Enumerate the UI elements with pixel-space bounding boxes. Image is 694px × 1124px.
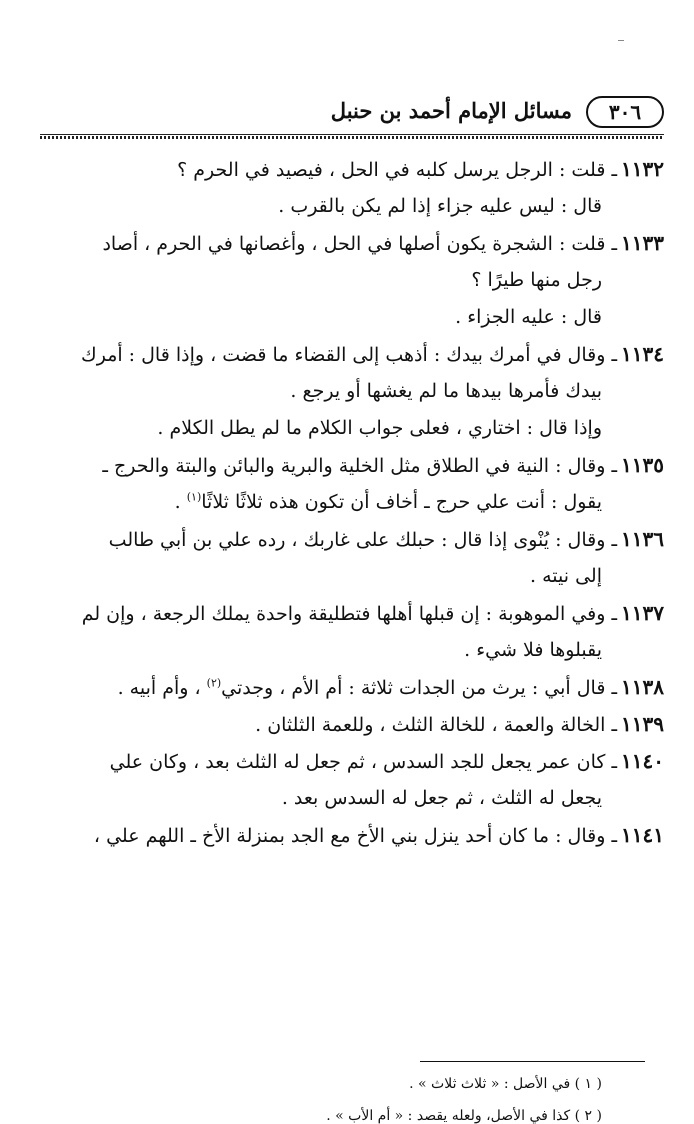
entry-text: يجعل له الثلث ، ثم جعل له السدس بعد .: [281, 787, 602, 809]
question-entry: [40, 743, 664, 817]
header-rule: [40, 134, 664, 139]
footnote-ref: (١): [186, 490, 202, 504]
footnote-separator: [420, 1061, 645, 1062]
entry-text: ـ قال أبي : يرث من الجدات ثلاثة : أم الأم ، وجدتي: [221, 677, 618, 699]
entry-text: قال : عليه الجزاء .: [455, 306, 602, 328]
entry-text: ـ وقال في أمرك بيدك : أذهب إلى القضاء ما قضت ، وإذا قال : أمرك: [81, 344, 618, 366]
entry-number: ١١٤١: [621, 823, 664, 847]
entry-text: قال : ليس عليه جزاء إذا لم يكن بالقرب .: [278, 195, 602, 217]
document-page: [40, 96, 664, 1124]
footnote-1: ( ١ ) في الأصل : « ثلاث ثلاث » .: [409, 1076, 602, 1092]
entry-number: ١١٣٢: [621, 157, 664, 181]
entry-text: بيدك فأمرها بيدها ما لم يغشها أو يرجع .: [290, 380, 602, 402]
entry-line: [40, 225, 664, 262]
question-entry: [40, 706, 664, 743]
entry-number: ١١٤٠: [621, 749, 664, 773]
entry-text: ـ قلت : الرجل يرسل كلبه في الحل ، فيصيد في الحرم ؟: [177, 159, 618, 181]
entry-text: ـ وفي الموهوبة : إن قبلها أهلها فتطليقة واحدة يملك الرجعة ، وإن لم: [81, 603, 618, 625]
margin-mark: [618, 40, 624, 41]
entry-text: ـ الخالة والعمة ، للخالة الثلث ، وللعمة الثلثان .: [255, 714, 618, 736]
entry-text: يقبلوها فلا شيء .: [464, 639, 602, 661]
running-title: مسائل الإمام أحمد بن حنبل: [330, 98, 572, 123]
entry-number: ١١٣٩: [621, 712, 664, 736]
entry-line: [40, 188, 664, 225]
page-header: [40, 96, 664, 132]
entry-text: وإذا قال : اختاري ، فعلى جواب الكلام ما لم يطل الكلام .: [157, 417, 602, 439]
entry-line: [40, 669, 664, 706]
entry-line: [40, 780, 664, 817]
entry-line: [40, 743, 664, 780]
entry-line: [40, 151, 664, 188]
entry-line: [40, 632, 664, 669]
entry-line: [40, 262, 664, 299]
entry-number: ١١٣٦: [621, 527, 664, 551]
question-entry: [40, 225, 664, 336]
entry-line: [40, 336, 664, 373]
question-entry: [40, 447, 664, 521]
footnote-ref: (٢): [206, 676, 222, 690]
entry-text: ـ قلت : الشجرة يكون أصلها في الحل ، وأغصانها في الحرم ، أصاد: [102, 233, 618, 255]
entry-text: ـ وقال : ما كان أحد ينزل بني الأخ مع الجد بمنزلة الأخ ـ اللهم علي ،: [93, 825, 618, 847]
entry-line: [40, 817, 664, 854]
entry-line: [40, 484, 664, 521]
question-entry: [40, 669, 664, 706]
question-entry: [40, 336, 664, 447]
entry-text: إلى نيته .: [530, 565, 602, 587]
entry-line: [40, 521, 664, 558]
entry-number: ١١٣٧: [621, 601, 664, 625]
question-entry: [40, 595, 664, 669]
page-number-badge: ٣٠٦: [586, 96, 664, 128]
entry-number: ١١٣٨: [621, 675, 664, 699]
question-entry: [40, 151, 664, 225]
entry-line: [40, 558, 664, 595]
footnote-2: ( ٢ ) كذا في الأصل، ولعله يقصد : « أم الأب » .: [326, 1108, 602, 1124]
entry-number: ١١٣٤: [621, 342, 664, 366]
entry-text: يقول : أنت علي حرج ـ أخاف أن تكون هذه ثلاثًا ثلاثًا: [201, 491, 602, 513]
entry-line: [40, 410, 664, 447]
entry-number: ١١٣٥: [621, 453, 664, 477]
entries-body: [40, 151, 664, 854]
question-entry: [40, 521, 664, 595]
entry-line: [40, 706, 664, 743]
entry-text: ـ وقال : يُنْوى إذا قال : حبلك على غاربك ، رده علي بن أبي طالب: [108, 529, 618, 551]
entry-text: ـ وقال : النية في الطلاق مثل الخلية والبرية والبائن والبتة والحرج ـ: [102, 455, 618, 477]
entry-text-tail: ، وأم أبيه .: [117, 677, 207, 699]
entry-line: [40, 373, 664, 410]
entry-text-tail: .: [174, 491, 187, 513]
entry-line: [40, 447, 664, 484]
question-entry: [40, 817, 664, 854]
entry-text: رجل منها طيرًا ؟: [471, 269, 602, 291]
entry-line: [40, 299, 664, 336]
entry-number: ١١٣٣: [621, 231, 664, 255]
entry-text: ـ كان عمر يجعل للجد السدس ، ثم جعل له الثلث بعد ، وكان علي: [109, 751, 618, 773]
entry-line: [40, 595, 664, 632]
